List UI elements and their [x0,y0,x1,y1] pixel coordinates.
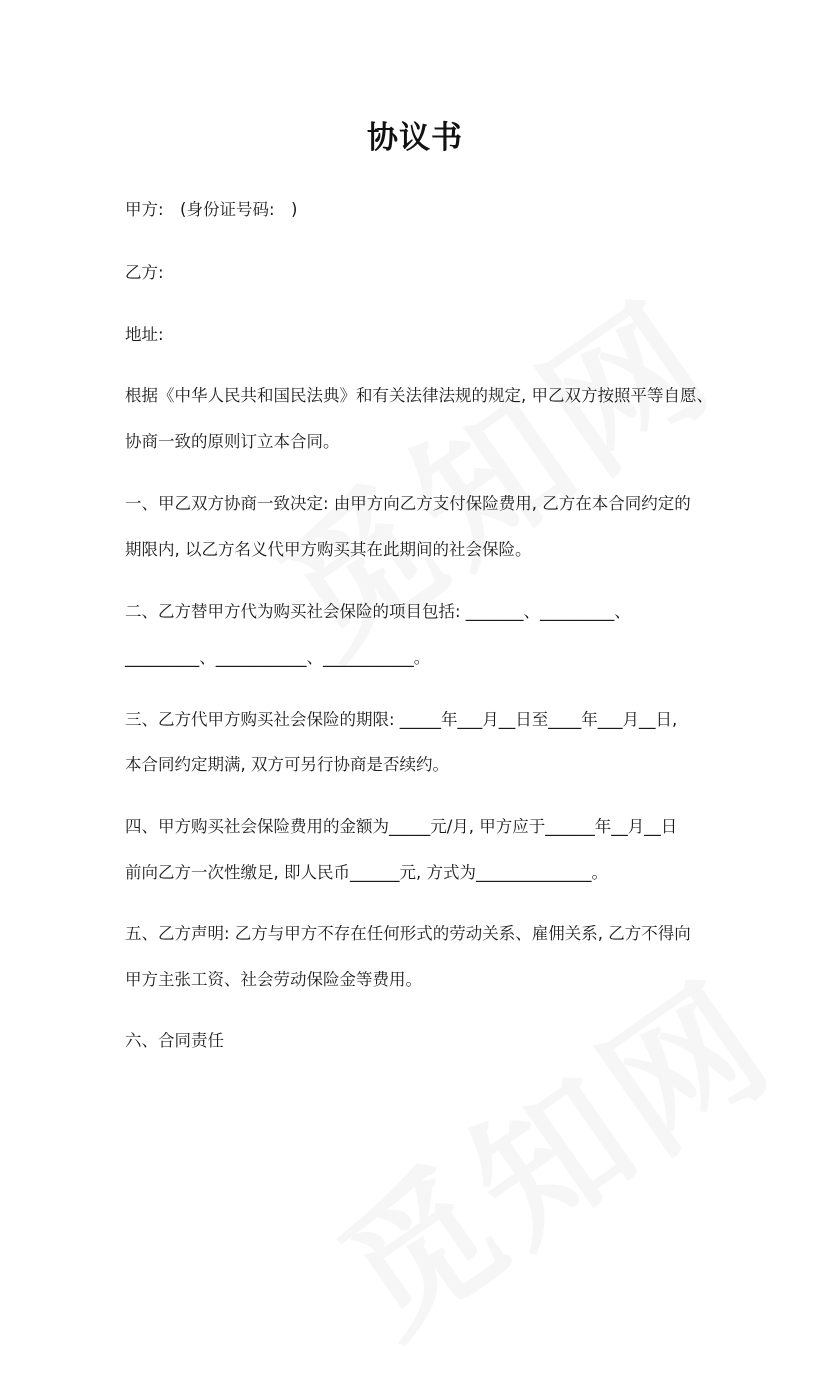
clause-5-line-1: 五、乙方声明: 乙方与甲方不存在任何形式的劳动关系、雇佣关系, 乙方不得向 [125,924,691,943]
clause-4-line-1: 四、甲方购买社会保险费用的金额为_____元/月, 甲方应于______年__月__日 [125,817,678,836]
clause-6-heading: 六、合同责任 [125,1031,224,1050]
preamble-line-2: 协商一致的原则订立本合同。 [125,432,340,451]
party-b-line: 乙方: [125,263,164,282]
clause-3-line-2: 本合同约定期满, 双方可另行协商是否续约。 [125,755,449,774]
clause-1-line-1: 一、甲乙双方协商一致决定: 由甲方向乙方支付保险费用, 乙方在本合同约定的 [125,494,691,513]
preamble-line-1: 根据《中华人民共和国民法典》和有关法律法规的规定, 甲乙双方按照平等自愿、 [125,386,713,405]
party-a-line: 甲方: (身份证号码: ) [125,200,298,219]
clause-5-line-2: 甲方主张工资、社会劳动保险金等费用。 [125,970,422,989]
clause-2-line-2: _________、___________、___________。 [125,648,431,667]
watermark [231,242,748,694]
clause-4-line-2: 前向乙方一次性缴足, 即人民币______元, 方式为______________。 [125,863,608,882]
document-title: 协议书 [367,120,463,156]
address-line: 地址: [125,325,164,344]
clause-2-line-1: 二、乙方替甲方代为购买社会保险的项目包括: _______、_________、 [125,602,631,621]
clause-3-line-1: 三、乙方代甲方购买社会保险的期限: _____年___月__日至____年___月__日, [125,710,678,729]
clause-1-line-2: 期限内, 以乙方名义代甲方购买其在此期间的社会保险。 [125,540,532,559]
